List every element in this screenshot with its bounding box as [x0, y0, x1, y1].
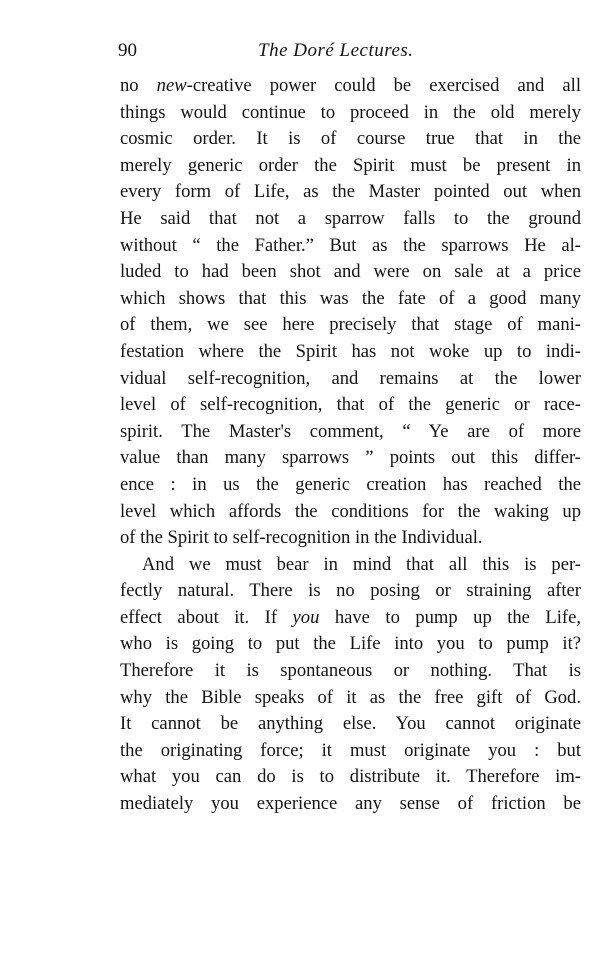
- text-line: [120, 631, 581, 658]
- text-line: [120, 472, 581, 499]
- text-line: [120, 73, 581, 100]
- text-segment: effect about it. If: [120, 606, 293, 628]
- text-segment: And we must bear in mind that all this is per-: [142, 553, 581, 575]
- page-header: [118, 40, 580, 66]
- text-segment: the originating force; it must originate you : but: [120, 739, 581, 761]
- text-segment: level which affords the conditions for the waking up: [120, 500, 581, 522]
- text-line: [120, 100, 581, 127]
- text-segment: mediately you experience any sense of friction be: [120, 793, 581, 815]
- text-segment: ence : in us the generic creation has reached the: [120, 473, 581, 495]
- text-line: [120, 791, 581, 818]
- text-segment: luded to had been shot and were on sale at a price: [120, 261, 581, 283]
- text-line: [120, 286, 581, 313]
- text-segment: spirit. The Master's comment, “ Ye are of more: [120, 420, 581, 442]
- running-title: The Doré Lectures.: [258, 40, 414, 61]
- text-segment: of the Spirit to self-recognition in the Individual.: [120, 527, 483, 549]
- text-line: [120, 312, 581, 339]
- text-segment: who is going to put the Life into you to pump it?: [120, 633, 581, 655]
- text-line: [120, 711, 581, 738]
- italic-text: you: [292, 606, 320, 628]
- text-line: [120, 366, 581, 393]
- text-line: [120, 658, 581, 685]
- text-segment: level of self-recognition, that of the generic or race-: [120, 394, 581, 416]
- text-line: [120, 179, 581, 206]
- text-segment: why the Bible speaks of it as the free gift of God.: [120, 686, 581, 708]
- text-segment: which shows that this was the fate of a good many: [120, 287, 581, 309]
- text-segment: Therefore it is spontaneous or nothing. That is: [120, 660, 581, 682]
- text-line: [120, 153, 581, 180]
- text-segment: things would continue to proceed in the old merely: [120, 101, 581, 123]
- page-number: 90: [118, 40, 137, 61]
- text-segment: without “ the Father.” But as the sparrows He al-: [120, 234, 581, 256]
- text-segment: of them, we see here precisely that stage of mani-: [120, 314, 581, 336]
- text-line: [120, 738, 581, 765]
- text-line: [120, 525, 581, 552]
- text-line: [120, 499, 581, 526]
- text-segment: merely generic order the Spirit must be present in: [120, 154, 581, 176]
- text-line: [120, 206, 581, 233]
- text-line: [120, 445, 581, 472]
- text-segment: It cannot be anything else. You cannot originate: [120, 713, 581, 735]
- text-line: [120, 578, 581, 605]
- text-segment: have to pump up the Life,: [319, 606, 582, 628]
- text-line: [120, 419, 581, 446]
- text-segment: what you can do is to distribute it. Therefore im-: [120, 766, 581, 788]
- text-line: [120, 605, 581, 632]
- text-segment: vidual self-recognition, and remains at the lower: [120, 367, 581, 389]
- text-line: [120, 764, 581, 791]
- body-text: [120, 73, 581, 818]
- text-segment: no: [120, 75, 157, 96]
- text-segment: He said that not a sparrow falls to the ground: [120, 207, 581, 229]
- text-segment: festation where the Spirit has not woke up to indi-: [120, 340, 581, 362]
- text-segment: -creative power could be exercised and all: [186, 75, 581, 96]
- text-segment: every form of Life, as the Master pointed out when: [120, 181, 581, 203]
- text-segment: fectly natural. There is no posing or straining after: [120, 580, 581, 602]
- text-segment: value than many sparrows ” points out this differ-: [120, 447, 581, 469]
- text-segment: cosmic order. It is of course true that in the: [120, 128, 581, 150]
- text-line: [120, 339, 581, 366]
- italic-text: new: [156, 75, 187, 96]
- text-line: [120, 259, 581, 286]
- text-line: [120, 685, 581, 712]
- text-line: [120, 233, 581, 260]
- text-line: [120, 126, 581, 153]
- text-line: [120, 392, 581, 419]
- text-line: [120, 552, 581, 579]
